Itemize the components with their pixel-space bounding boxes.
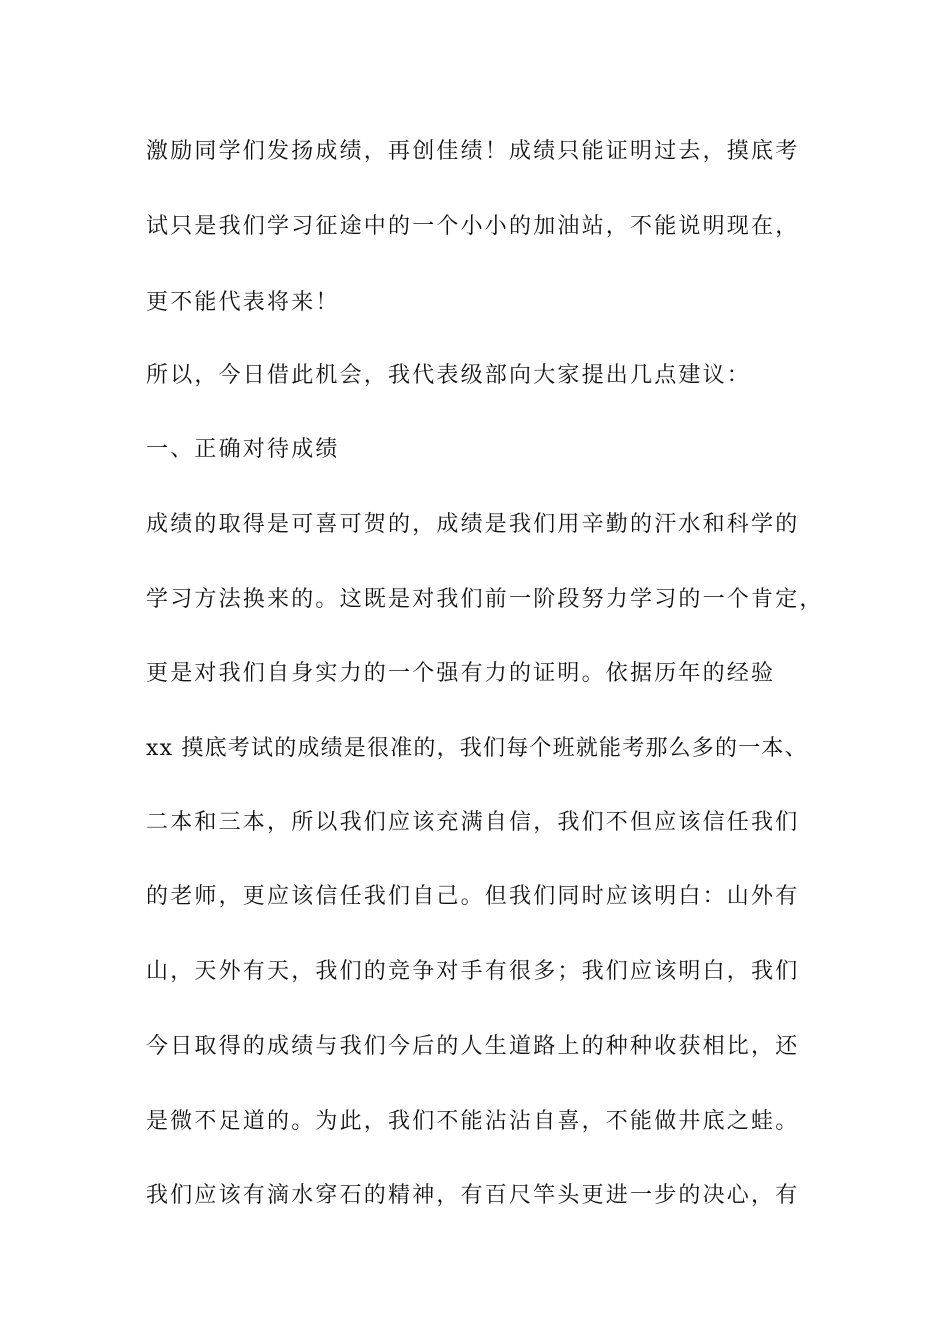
text-line: 今日取得的成绩与我们今后的人生道路上的种种收获相比，还 (146, 1034, 800, 1059)
text-line: 更不能代表将来！ (146, 290, 340, 315)
text-line: 试只是我们学习征途中的一个小小的加油站，不能说明现在， (146, 214, 800, 239)
text-line: 山，天外有天，我们的竞争对手有很多；我们应该明白，我们 (146, 959, 800, 984)
text-line: 更是对我们自身实力的一个强有力的证明。依据历年的经验 (146, 661, 776, 686)
text-line: 激励同学们发扬成绩，再创佳绩！成绩只能证明过去，摸底考 (146, 139, 800, 164)
text-line: 成绩的取得是可喜可贺的，成绩是我们用辛勤的汗水和科学的 (146, 512, 800, 537)
text-line: 是微不足道的。为此，我们不能沾沾自喜，不能做井底之蛙。 (146, 1109, 800, 1134)
text-line: 我们应该有滴水穿石的精神，有百尺竿头更进一步的决心，有 (146, 1183, 800, 1208)
section-heading: 一、正确对待成绩 (146, 437, 340, 462)
text-line: 二本和三本，所以我们应该充满自信，我们不但应该信任我们 (146, 810, 800, 835)
text-line: 学习方法换来的。这既是对我们前一阶段努力学习的一个肯定， (146, 587, 824, 612)
text-line: 的老师，更应该信任我们自己。但我们同时应该明白：山外有 (146, 884, 800, 909)
text-line: 所以，今日借此机会，我代表级部向大家提出几点建议： (146, 363, 752, 388)
text-line: xx 摸底考试的成绩是很准的，我们每个班就能考那么多的一本、 (146, 736, 808, 761)
